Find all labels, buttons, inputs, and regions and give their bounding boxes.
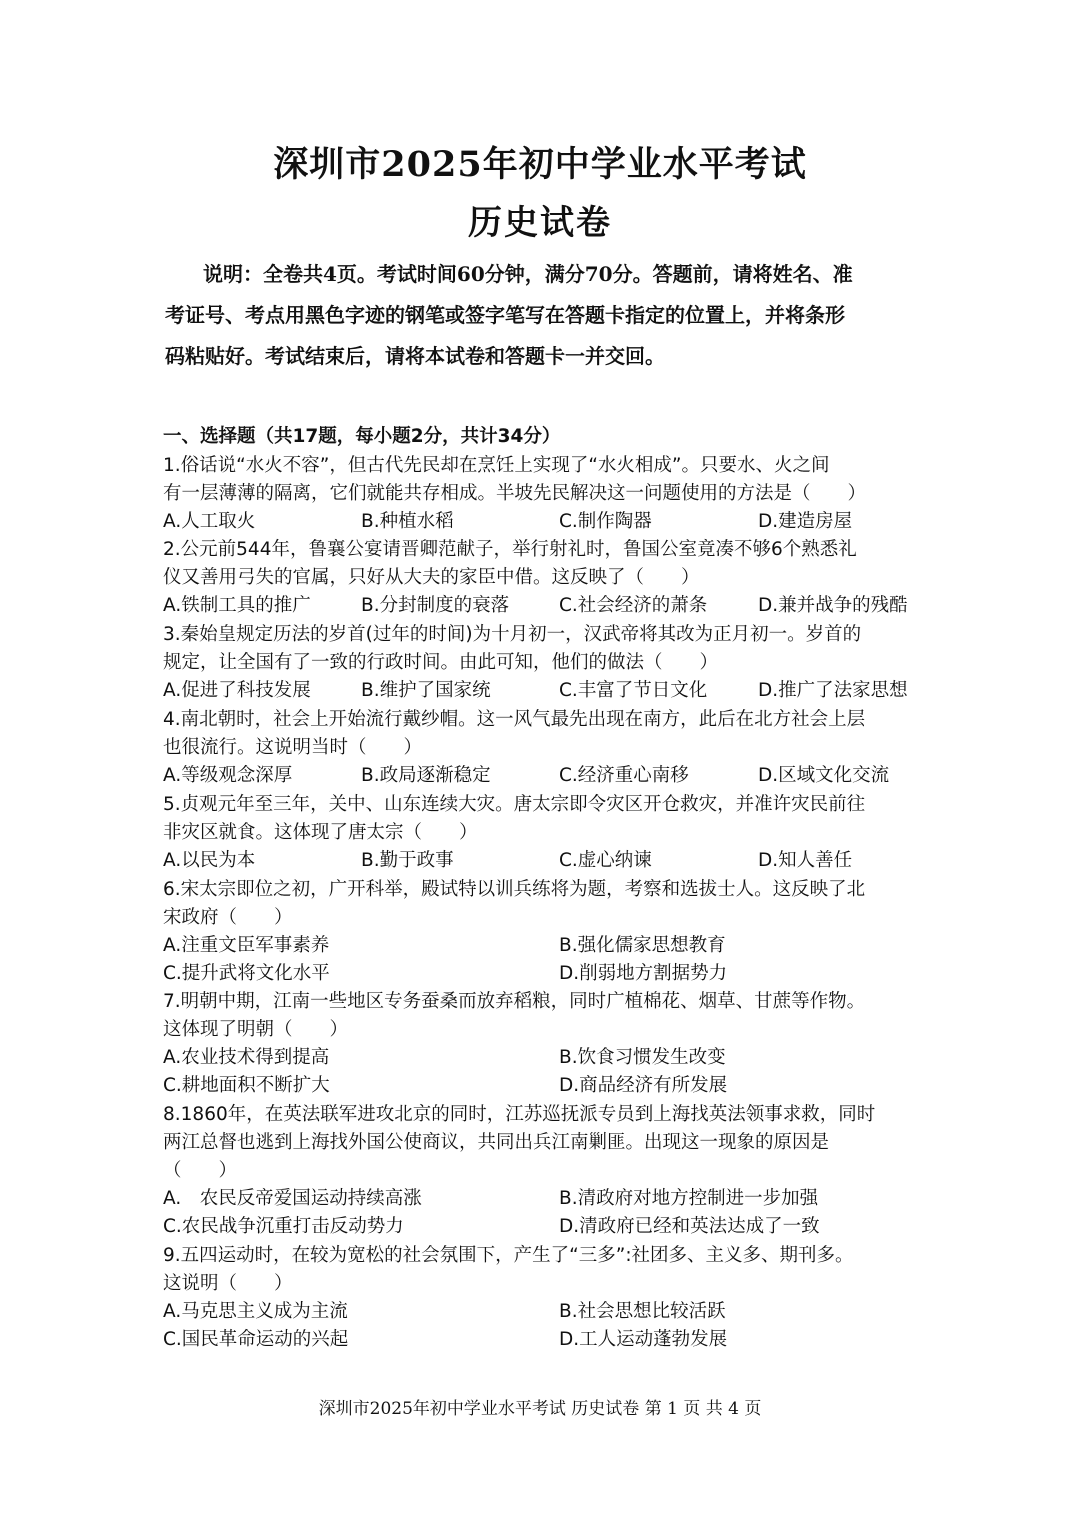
question-5-option-b: B.勤于政事 (361, 850, 454, 871)
exam-subtitle: 历史试卷 (468, 203, 612, 243)
question-3-option-d: D.推广了法家思想 (758, 680, 908, 701)
question-2-option-c: C.社会经济的萧条 (559, 595, 708, 616)
question-1-stem-1: 1.俗话说“水火不容”，但古代先民却在烹饪上实现了“水火相成”。只要水、火之间 (163, 455, 830, 476)
question-4-option-c: C.经济重心南移 (559, 765, 689, 786)
question-9-option-a: A.马克思主义成为主流 (163, 1301, 348, 1322)
instructions-line-2: 考证号、考点用黑色字迹的钢笔或签字笔写在答题卡指定的位置上，并将条形 (165, 303, 845, 327)
question-7-option-a: A.农业技术得到提高 (163, 1047, 330, 1068)
question-2-stem-1: 2.公元前544年，鲁襄公宴请晋卿范献子，举行射礼时，鲁国公室竟凑不够6个熟悉礼 (163, 539, 857, 560)
question-5-option-a: A.以民为本 (163, 850, 256, 871)
question-5-option-d: D.知人善任 (758, 850, 853, 871)
question-3-option-c: C.丰富了节日文化 (559, 680, 708, 701)
instructions-line-1: 说明：全卷共4页。考试时间60分钟，满分70分。答题前，请将姓名、准 (203, 262, 853, 286)
question-6-stem-1: 6.宋太宗即位之初，广开科举，殿试特以训兵练将为题，考察和选拔士人。这反映了北 (163, 879, 866, 900)
question-9-stem-2: 这说明（ ） (163, 1273, 293, 1294)
question-8-option-d: D.清政府已经和英法达成了一致 (559, 1216, 820, 1237)
exam-title: 深圳市2025年初中学业水平考试 (273, 144, 807, 185)
question-2-option-b: B.分封制度的衰落 (361, 595, 510, 616)
page-footer: 深圳市2025年初中学业水平考试 历史试卷 第 1 页 共 4 页 (318, 1399, 762, 1419)
question-3-option-b: B.维护了国家统 (361, 680, 491, 701)
question-3-option-a: A.促进了科技发展 (163, 680, 311, 701)
question-1-option-b: B.种植水稻 (361, 511, 454, 532)
question-8-stem-1: 8.1860年，在英法联军进攻北京的同时，江苏巡抚派专员到上海找英法领事求救，同时 (163, 1104, 876, 1125)
question-8-stem-2: 两江总督也逃到上海找外国公使商议，共同出兵江南剿匪。出现这一现象的原因是 (163, 1132, 830, 1153)
question-6-option-c: C.提升武将文化水平 (163, 963, 330, 984)
question-5-stem-1: 5.贞观元年至三年，关中、山东连续大灾。唐太宗即令灾区开仓救灾，并准许灾民前往 (163, 794, 866, 815)
question-5-option-c: C.虚心纳谏 (559, 850, 652, 871)
question-6-stem-2: 宋政府（ ） (163, 907, 293, 928)
question-2-option-d: D.兼并战争的残酷 (758, 595, 908, 616)
question-3-stem-2: 规定，让全国有了一致的行政时间。由此可知，他们的做法（ ） (163, 652, 719, 673)
question-4-stem-2: 也很流行。这说明当时（ ） (163, 737, 423, 758)
question-4-option-d: D.区域文化交流 (758, 765, 890, 786)
question-9-stem-1: 9.五四运动时，在较为宽松的社会氛围下，产生了“三多”:社团多、主义多、期刊多。 (163, 1245, 854, 1266)
question-9-option-c: C.国民革命运动的兴起 (163, 1329, 349, 1350)
question-1-option-a: A.人工取火 (163, 511, 256, 532)
question-7-option-d: D.商品经济有所发展 (559, 1075, 728, 1096)
question-3-stem-1: 3.秦始皇规定历法的岁首(过年的时间)为十月初一，汉武帝将其改为正月初一。岁首的 (163, 624, 862, 645)
question-7-option-b: B.饮食习惯发生改变 (559, 1047, 726, 1068)
question-8-option-a: A. 农民反帝爱国运动持续高涨 (163, 1188, 422, 1209)
question-2-option-a: A.铁制工具的推广 (163, 595, 311, 616)
question-2-stem-2: 仪又善用弓失的官属，只好从大夫的家臣中借。这反映了（ ） (163, 567, 700, 588)
question-6-option-a: A.注重文臣军事素养 (163, 935, 330, 956)
question-4-option-b: B.政局逐渐稳定 (361, 765, 491, 786)
question-8-option-b: B.清政府对地方控制进一步加强 (559, 1188, 819, 1209)
question-9-option-b: B.社会思想比较活跃 (559, 1301, 726, 1322)
question-8-option-c: C.农民战争沉重打击反动势力 (163, 1216, 404, 1237)
question-8-stem-3: （ ） (163, 1160, 238, 1181)
question-1-stem-2: 有一层薄薄的隔离，它们就能共存相成。半坡先民解决这一问题使用的方法是（ ） (163, 483, 867, 504)
question-6-option-b: B.强化儒家思想教育 (559, 935, 726, 956)
question-6-option-d: D.削弱地方割据势力 (559, 963, 728, 984)
question-9-option-d: D.工人运动蓬勃发展 (559, 1329, 728, 1350)
question-7-option-c: C.耕地面积不断扩大 (163, 1075, 330, 1096)
question-4-option-a: A.等级观念深厚 (163, 765, 293, 786)
instructions-line-3: 码粘贴好。考试结束后，请将本试卷和答题卡一并交回。 (165, 344, 665, 368)
section-heading: 一、选择题（共17题，每小题2分，共计34分） (163, 426, 561, 447)
question-1-option-c: C.制作陶器 (559, 511, 652, 532)
question-5-stem-2: 非灾区就食。这体现了唐太宗（ ） (163, 822, 478, 843)
question-1-option-d: D.建造房屋 (758, 511, 853, 532)
question-7-stem-1: 7.明朝中期，江南一些地区专务蚕桑而放弃稻粮，同时广植棉花、烟草、甘蔗等作物。 (163, 991, 866, 1012)
question-4-stem-1: 4.南北朝时，社会上开始流行戴纱帽。这一风气最先出现在南方，此后在北方社会上层 (163, 709, 866, 730)
question-7-stem-2: 这体现了明朝（ ） (163, 1019, 349, 1040)
